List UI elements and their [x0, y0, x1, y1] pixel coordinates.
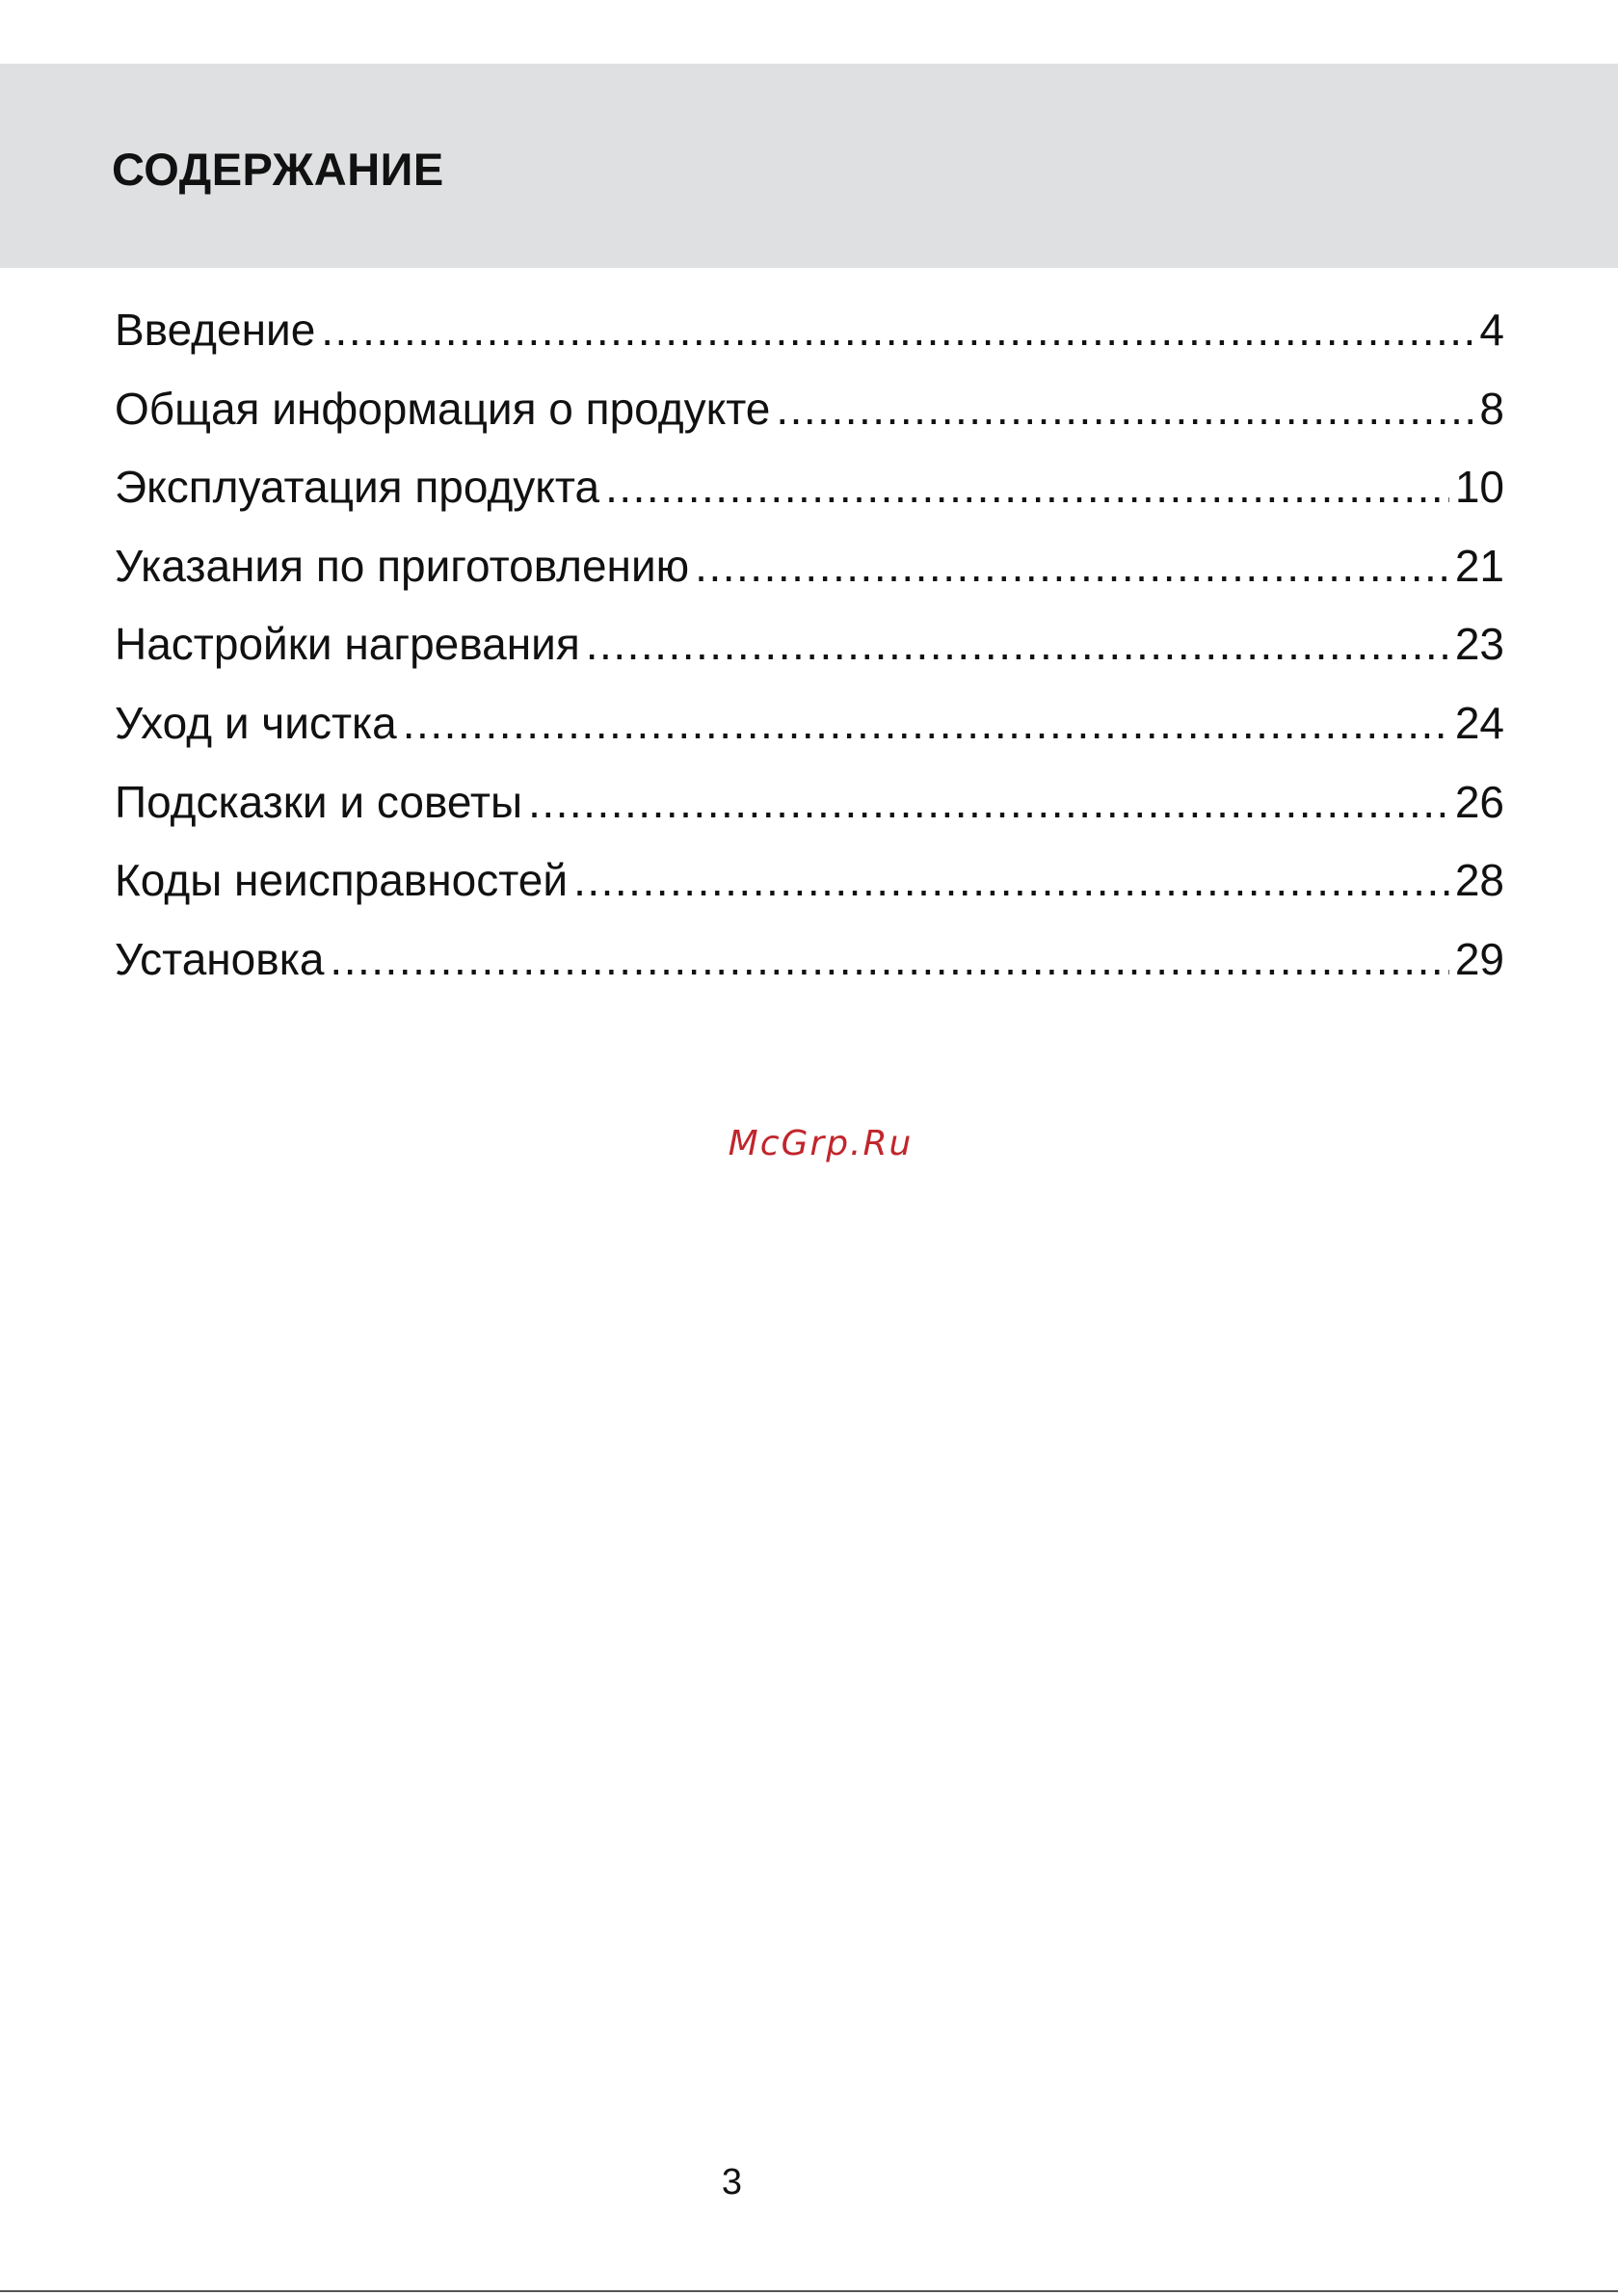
toc-leader-dots — [321, 301, 1473, 359]
toc-entry-page: 28 — [1454, 855, 1504, 906]
toc-entry-page: 21 — [1454, 540, 1504, 591]
toc-entry-page: 23 — [1454, 619, 1504, 670]
toc-entry-cooking-instructions[interactable] — [115, 537, 1504, 616]
page-number-text: 3 — [721, 2162, 743, 2203]
toc-entry-page: 4 — [1479, 305, 1504, 355]
page-title: СОДЕРЖАНИЕ — [112, 144, 444, 195]
bottom-divider — [0, 2290, 1618, 2292]
toc-entry-installation[interactable] — [115, 930, 1504, 1009]
toc-entry-care-cleaning[interactable] — [115, 694, 1504, 773]
toc-entry-introduction[interactable] — [115, 301, 1504, 380]
toc-entry-tips[interactable] — [115, 773, 1504, 852]
toc-entry-label: Указания по приготовлению — [115, 540, 690, 591]
table-of-contents — [115, 301, 1504, 1008]
toc-entry-label: Уход и чистка — [115, 697, 397, 748]
toc-entry-heating-settings[interactable] — [115, 615, 1504, 694]
toc-leader-dots — [330, 930, 1448, 988]
toc-entry-operation[interactable] — [115, 458, 1504, 537]
toc-entry-general-info[interactable] — [115, 380, 1504, 459]
toc-entry-label: Введение — [115, 305, 316, 355]
toc-entry-page: 29 — [1454, 933, 1504, 984]
toc-leader-dots — [776, 380, 1473, 438]
toc-entry-label: Установка — [115, 933, 325, 984]
toc-entry-page: 10 — [1454, 462, 1504, 513]
toc-entry-label: Общая информация о продукте — [115, 383, 771, 434]
toc-leader-dots — [403, 694, 1449, 752]
toc-leader-dots — [586, 615, 1449, 673]
toc-leader-dots — [695, 537, 1449, 595]
toc-entry-page: 24 — [1454, 697, 1504, 748]
toc-entry-label: Подсказки и советы — [115, 776, 523, 827]
toc-entry-page: 8 — [1479, 383, 1504, 434]
toc-entry-page: 26 — [1454, 776, 1504, 827]
toc-leader-dots — [605, 458, 1449, 516]
toc-leader-dots — [528, 773, 1449, 831]
toc-entry-label: Настройки нагревания — [115, 619, 580, 670]
watermark-text: McGrp.Ru — [728, 1124, 914, 1163]
toc-entry-error-codes[interactable] — [115, 851, 1504, 930]
toc-entry-label: Эксплуатация продукта — [115, 462, 600, 513]
toc-entry-label: Коды неисправностей — [115, 855, 569, 906]
toc-leader-dots — [573, 851, 1449, 909]
page-number — [0, 2162, 1618, 2203]
